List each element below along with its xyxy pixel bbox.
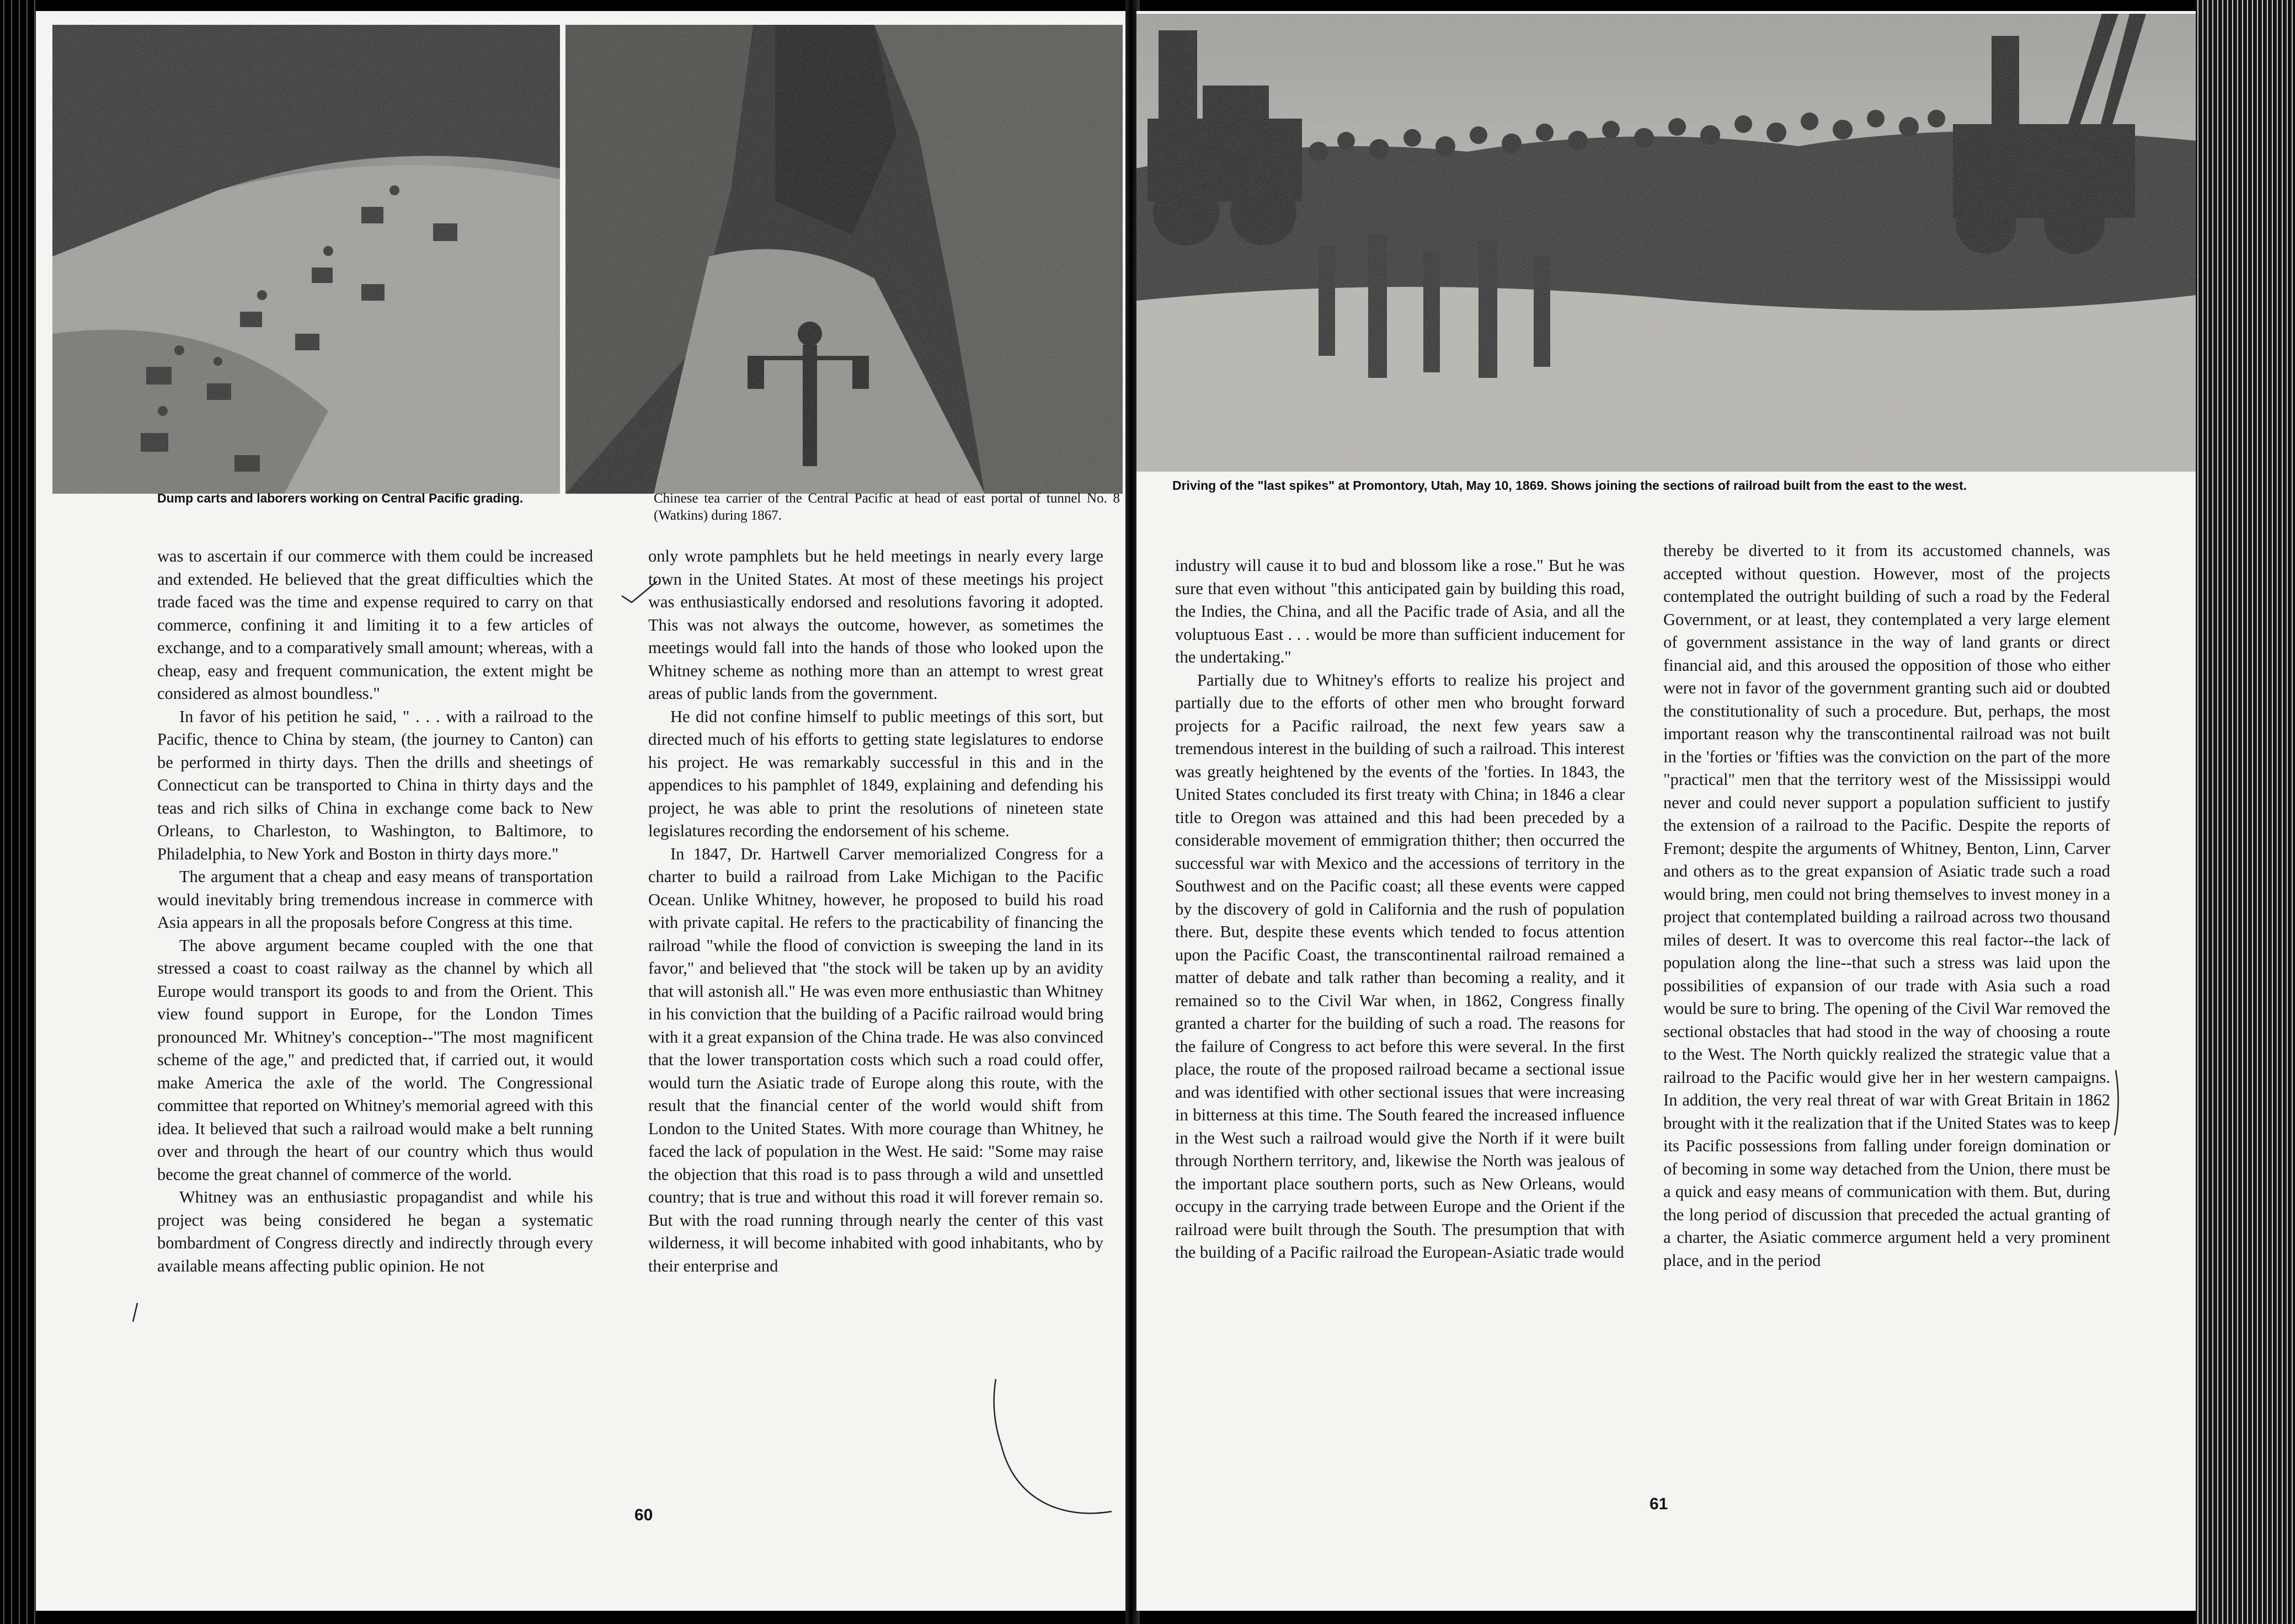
paragraph: The argument that a cheap and easy means of transportation would inevitably bring tremendous increase in commerce with Asia appears in all the proposals before Congress at this time. xyxy=(157,867,593,932)
column-right-2 xyxy=(1663,539,2110,1272)
photo-tea-carrier xyxy=(565,25,1123,494)
paragraph: thereby be diverted to it from its accustomed channels, was accepted without question. However, most of the projects contemplated the outright building of such a road by the Federal Government, or at least, they contemplated a very large element of government assistance in the way of land grants or direct financial aid, and this aroused the opposition of those who either were not in favor of the government granting such aid or doubted the constitutionality of such a procedure. But, perhaps, the most important reason why the transcontinental railroad was not built in the 'forties or 'fifties was the conviction on the part of the more "practical" men that the territory west of the Mississippi would never and could never support a population sufficient to justify the extension of a railroad to the Pacific. Despite the reports of Fremont; despite the arguments of Whitney, Benton, Linn, Carver and others as to the great expansion of Asiatic trade such a road would bring, men could not bring themselves to invest money in a project that contemplated building a railroad across two thousand miles of desert. It was to overcome this real factor--the lack of population along the line--that such a stress was laid upon the possibilities of expansion of our trade with Asia such a road would be sure to bring. The opening of the Civil War removed the sectional obstacles that had stood in the way of choosing a route to the West. The North quickly realized the strategic value that a railroad to the Pacific would give her in her western campaigns. In addition, the very real threat of war with Great Britain in 1862 brought with it the realization that if the United States was to keep its Pacific possessions from falling under foreign domination or of becoming in some way detached from the Union, there must be a quick and easy means of communication with them. But, during the long period of discussion that preceded the actual granting of a charter, the Asiatic commerce argument held a very prominent place, and in the period xyxy=(1663,541,2110,1270)
paragraph: was to ascertain if our commerce with them could be increased and extended. He believed that the great difficulties which the trade faced was the time and expense required to carry on that commerce, confining it and limiting it to a few articles of exchange, and to a comparatively small amount; whereas, with a cheap, easy and frequent communication, the extent might be considered as almost boundless." xyxy=(157,547,593,703)
paragraph: only wrote pamphlets but he held meetings in nearly every large town in the United States. At most of these meetings his project was enthusiastically endorsed and resolutions favoring it adopted. This was not always the outcome, however, as sometimes the meetings would fall into the hands of those who looked upon the Whitney scheme as nothing more than an attempt to wrest great areas of public lands from the government. xyxy=(648,547,1103,703)
pencil-bracket xyxy=(985,1379,1117,1522)
pencil-tick xyxy=(130,1302,141,1324)
caption-last-spike: Driving of the "last spikes" at Promontory, Utah, May 10, 1869. Shows joining the sections of railroad built from the east to the west. xyxy=(1172,478,1967,493)
column-left-2 xyxy=(648,545,1103,1278)
caption-dump-carts: Dump carts and laborers working on Central Pacific grading. xyxy=(157,491,524,505)
pencil-checkmark xyxy=(621,579,659,607)
book-edge-left xyxy=(0,0,36,1624)
paragraph: In favor of his petition he said, " . . . with a railroad to the Pacific, thence to China by steam, (the journey to Canton) can be performed in thirty days. Then the drills and sheetings of Connecticut can be transported to China in thirty days and the teas and rich silks of China in exchange come back to New Orleans, to Charleston, to Washington, to Baltimore, to Philadelphia, to New York and Boston in thirty days more." xyxy=(157,707,593,863)
column-left-1 xyxy=(157,545,593,1278)
page-right xyxy=(1136,11,2196,1611)
photo-last-spike xyxy=(1136,14,2196,472)
paragraph: In 1847, Dr. Hartwell Carver memorialized Congress for a charter to build a railroad from Lake Michigan to the Pacific Ocean. Unlike Whitney, however, he proposed to build his road with private capital. He refers to the practicability of financing the railroad "while the flood of conviction is sweeping the land in its favor," and believed that "the stock will be taken up by an avidity that will astonish all." He was even more enthusiastic than Whitney in his conviction that the building of a Pacific railroad would bring with it a great expansion of the China trade. He was also convinced that the lower transportation costs which such a road could offer, would turn the Asiatic trade of Europe along this route, with the result that the financial center of the world would shift from London to the United States. With more courage than Whitney, he faced the lack of population in the West. He said: "Some may raise the objection that this road is to pass through a wild and unsettled country; that is true and without this road it will forever remain so. But with the road running through nearly the center of this vast wilderness, it will become inhabited with good inhabitants, who by their enterprise and xyxy=(648,844,1103,1275)
pencil-bracket-right xyxy=(2110,1070,2127,1136)
column-right-1 xyxy=(1175,554,1625,1264)
page-number-right: 61 xyxy=(1650,1495,1668,1513)
paragraph: Partially due to Whitney's efforts to realize his project and partially due to the efforts of other men who brought forward projects for a Pacific railroad, the next few years saw a tremendous interest in the building of such a railroad. This interest was greatly heightened by the events of the 'forties. In 1843, the United States concluded its first treaty with China; in 1846 a clear title to Oregon was attained and this had been preceded by a considerable movement of emmigration thither; then occurred the successful war with Mexico and the accessions of territory in the Southwest and on the Pacific coast; all these events were capped by the discovery of gold in California and the rush of population there. But, despite these events which tended to focus attention upon the Pacific Coast, the transcontinental railroad remained a matter of debate and talk rather than becoming a reality, and it remained so to the Civil War when, in 1862, Congress finally granted a charter for the building of such a road. The reasons for the failure of Congress to act before this were several. In the first place, the route of the proposed railroad became a sectional issue and was identified with other sectional issues that were increasing in bitterness at this time. The South feared the increased influence in the West such a railroad would give the North if it were built through Northern territory, and, likewise the North was jealous of the important place southern ports, such as New Orleans, would occupy in the carrying trade between Europe and the Orient if the railroad were built through the South. The presumption that with the building of a Pacific railroad the European-Asiatic trade would xyxy=(1175,670,1625,1262)
book-edge-right xyxy=(2196,0,2295,1624)
photo-dump-carts xyxy=(52,25,560,494)
page-number-left: 60 xyxy=(634,1506,653,1524)
paragraph: He did not confine himself to public meetings of this sort, but directed much of his efforts to getting state legislatures to endorse his project. He was remarkably successful in this and in the appendices to his pamphlet of 1849, explaining and defending his project, he was able to print the resolutions of nineteen state legislatures recording the endorsement of his scheme. xyxy=(648,707,1103,840)
caption-tea-carrier: Chinese tea carrier of the Central Pacific at head of east portal of tunnel No. 8 (Watkins) during 1867. xyxy=(654,491,1120,523)
paragraph: The above argument became coupled with the one that stressed a coast to coast railway as the channel by which all Europe would transport its goods to and from the Orient. This view found support in Europe, for the London Times pronounced Mr. Whitney's conception--"The most magnificent scheme of the age," and predicted that, if carried out, it would make America the axle of the world. The Congressional committee that reported on Whitney's memorial agreed with this idea. It believed that such a railroad would make a belt running over and through the heart of our country which thus would become the great channel of commerce of the world. xyxy=(157,936,593,1184)
page-left xyxy=(36,11,1128,1611)
paragraph: Whitney was an enthusiastic propagandist and while his project was being considered he began a systematic bombardment of Congress directly and indirectly through every available means affecting public opinion. He not xyxy=(157,1188,593,1275)
paragraph: industry will cause it to bud and blossom like a rose." But he was sure that even without "this anticipated gain by building this road, the Indies, the China, and all the Pacific trade of Asia, and all the voluptuous East . . . would be more than sufficient inducement for the undertaking." xyxy=(1175,556,1625,666)
